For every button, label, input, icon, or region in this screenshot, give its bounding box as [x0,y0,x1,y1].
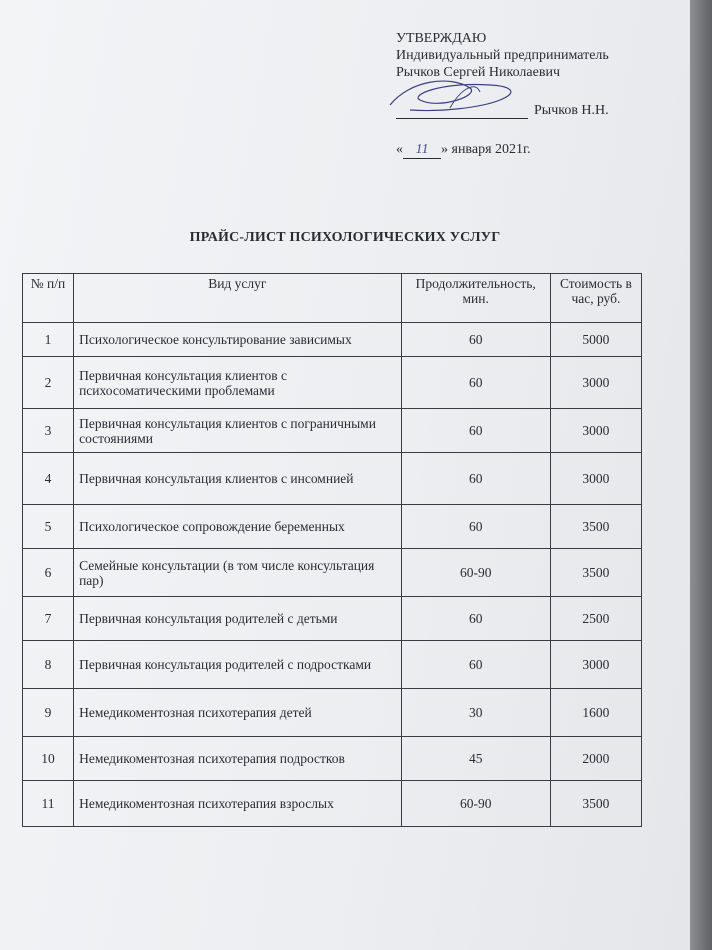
row-num: 2 [23,357,74,409]
row-service: Немедикоментозная психотерапия подростков [74,737,402,781]
row-service: Немедикоментозная психотерапия детей [74,689,402,737]
header-duration: Продолжительность, мин. [401,274,550,323]
table-row [23,689,642,737]
row-num: 8 [23,641,74,689]
row-price: 2000 [550,737,641,781]
row-duration: 45 [401,737,550,781]
row-service: Психологическое консультирование зависимых [74,323,402,357]
table-row [23,781,642,827]
document-title: ПРАЙС-ЛИСТ ПСИХОЛОГИЧЕСКИХ УСЛУГ [189,230,501,245]
row-duration: 60 [401,641,550,689]
row-price: 3000 [550,409,641,453]
row-price: 2500 [550,597,641,641]
row-num: 9 [23,689,74,737]
row-num: 11 [23,781,74,827]
row-duration: 60 [401,409,550,453]
row-num: 10 [23,737,74,781]
table-row [23,737,642,781]
approval-position: Индивидуальный предприниматель [396,48,609,63]
table-row [23,357,642,409]
table-row [23,323,642,357]
approval-date [396,142,531,159]
row-price: 3500 [550,781,641,827]
date-open-quote: « [396,142,403,157]
row-duration: 60 [401,505,550,549]
background-edge [690,0,712,950]
row-duration: 60-90 [401,781,550,827]
row-price: 3500 [550,549,641,597]
header-price: Стоимость в час, руб. [550,274,641,323]
row-duration: 60 [401,597,550,641]
row-price: 5000 [550,323,641,357]
date-day: 11 [403,142,441,159]
table-header-row [23,274,642,323]
header-service: Вид услуг [74,274,402,323]
row-num: 6 [23,549,74,597]
date-month-year: » января 2021г. [441,142,531,157]
table-row [23,453,642,505]
row-price: 3000 [550,453,641,505]
table-row [23,409,642,453]
table-row [23,641,642,689]
row-num: 5 [23,505,74,549]
row-num: 1 [23,323,74,357]
row-service: Первичная консультация клиентов с психосоматическими проблемами [74,357,402,409]
row-price: 3000 [550,641,641,689]
header-num: № п/п [23,274,74,323]
row-duration: 60 [401,323,550,357]
row-num: 4 [23,453,74,505]
row-service: Первичная консультация клиентов с инсомнией [74,453,402,505]
row-num: 3 [23,409,74,453]
table-row [23,549,642,597]
row-service: Первичная консультация родителей с подростками [74,641,402,689]
row-service: Немедикоментозная психотерапия взрослых [74,781,402,827]
approval-heading: УТВЕРЖДАЮ [396,31,487,46]
row-duration: 60 [401,453,550,505]
approval-name: Рычков Сергей Николаевич [396,65,560,80]
table-row [23,597,642,641]
row-duration: 30 [401,689,550,737]
row-service: Первичная консультация клиентов с пограничными состояниями [74,409,402,453]
signature-blank [396,104,528,119]
row-price: 3500 [550,505,641,549]
signer-name: Рычков Н.Н. [534,103,609,118]
row-price: 3000 [550,357,641,409]
price-table [22,273,642,827]
row-price: 1600 [550,689,641,737]
row-duration: 60 [401,357,550,409]
row-num: 7 [23,597,74,641]
row-duration: 60-90 [401,549,550,597]
row-service: Семейные консультации (в том числе консультация пар) [74,549,402,597]
signature-line [396,103,609,119]
table-row [23,505,642,549]
row-service: Первичная консультация родителей с детьми [74,597,402,641]
row-service: Психологическое сопровождение беременных [74,505,402,549]
